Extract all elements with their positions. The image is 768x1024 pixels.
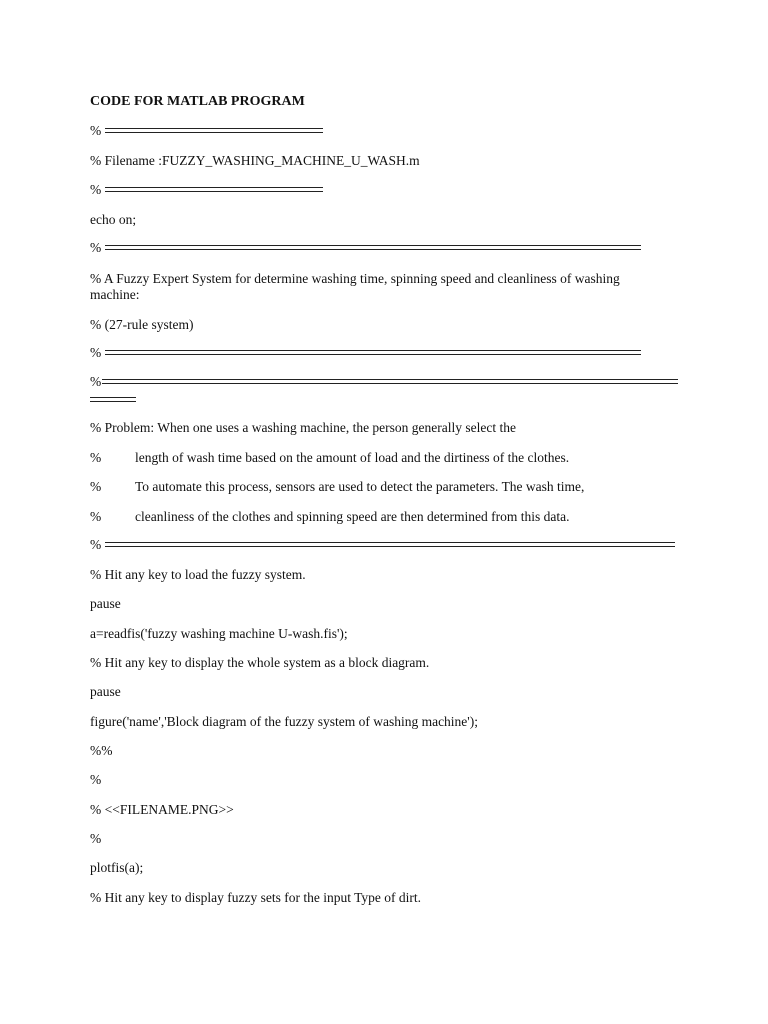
separator-rule — [105, 245, 641, 250]
dirt-comment: % Hit any key to display fuzzy sets for the input Type of dirt. — [90, 890, 421, 905]
separator-line — [90, 345, 641, 361]
separator-prefix: % — [90, 537, 102, 552]
separator-rule — [105, 187, 323, 192]
separator-line — [90, 123, 323, 139]
separator-line — [90, 240, 641, 256]
echo-statement: echo on; — [90, 212, 137, 227]
problem-comment-line-2: length of wash time based on the amount of load and the dirtiness of the clothes. — [135, 450, 570, 465]
document-title: CODE FOR MATLAB PROGRAM — [90, 94, 305, 109]
comment-marker: % — [90, 772, 102, 787]
figure-statement: figure('name','Block diagram of the fuzzy system of washing machine'); — [90, 714, 478, 729]
filename-comment: % Filename :FUZZY_WASHING_MACHINE_U_WASH.m — [90, 153, 420, 168]
comment-marker: % — [90, 831, 102, 846]
comment-marker: % — [90, 450, 102, 465]
separator-prefix: % — [90, 374, 102, 389]
separator-prefix: % — [90, 182, 102, 197]
comment-marker: % — [90, 479, 102, 494]
separator-rule — [105, 128, 323, 133]
plotfis-statement: plotfis(a); — [90, 860, 144, 875]
problem-comment: % Problem: When one uses a washing machine, the person generally select the — [90, 420, 516, 435]
description-comment: % A Fuzzy Expert System for determine washing time, spinning speed and cleanliness of washing machine: — [90, 271, 620, 302]
pause-statement: pause — [90, 684, 121, 699]
separator-rule — [105, 542, 675, 547]
separator-prefix: % — [90, 240, 102, 255]
separator-rule — [105, 350, 641, 355]
comment-marker: % — [90, 509, 102, 524]
load-comment: % Hit any key to load the fuzzy system. — [90, 567, 306, 582]
problem-comment-line-4: cleanliness of the clothes and spinning speed are then determined from this data. — [135, 509, 570, 524]
problem-comment-line-3: To automate this process, sensors are used to detect the parameters. The wash time, — [135, 479, 585, 494]
separator-prefix: % — [90, 345, 102, 360]
separator-line-long — [90, 374, 678, 390]
separator-prefix: % — [90, 123, 102, 138]
separator-line — [90, 537, 675, 553]
block-diagram-comment: % Hit any key to display the whole system as a block diagram. — [90, 655, 430, 670]
rules-comment: % (27-rule system) — [90, 317, 194, 332]
separator-line — [90, 182, 323, 198]
readfis-statement: a=readfis('fuzzy washing machine U-wash.fis'); — [90, 626, 348, 641]
separator-rule — [102, 379, 678, 384]
png-comment: % <<FILENAME.PNG>> — [90, 802, 234, 817]
cell-marker: %% — [90, 743, 113, 758]
pause-statement: pause — [90, 596, 121, 611]
separator-rule-wrap — [90, 397, 136, 402]
